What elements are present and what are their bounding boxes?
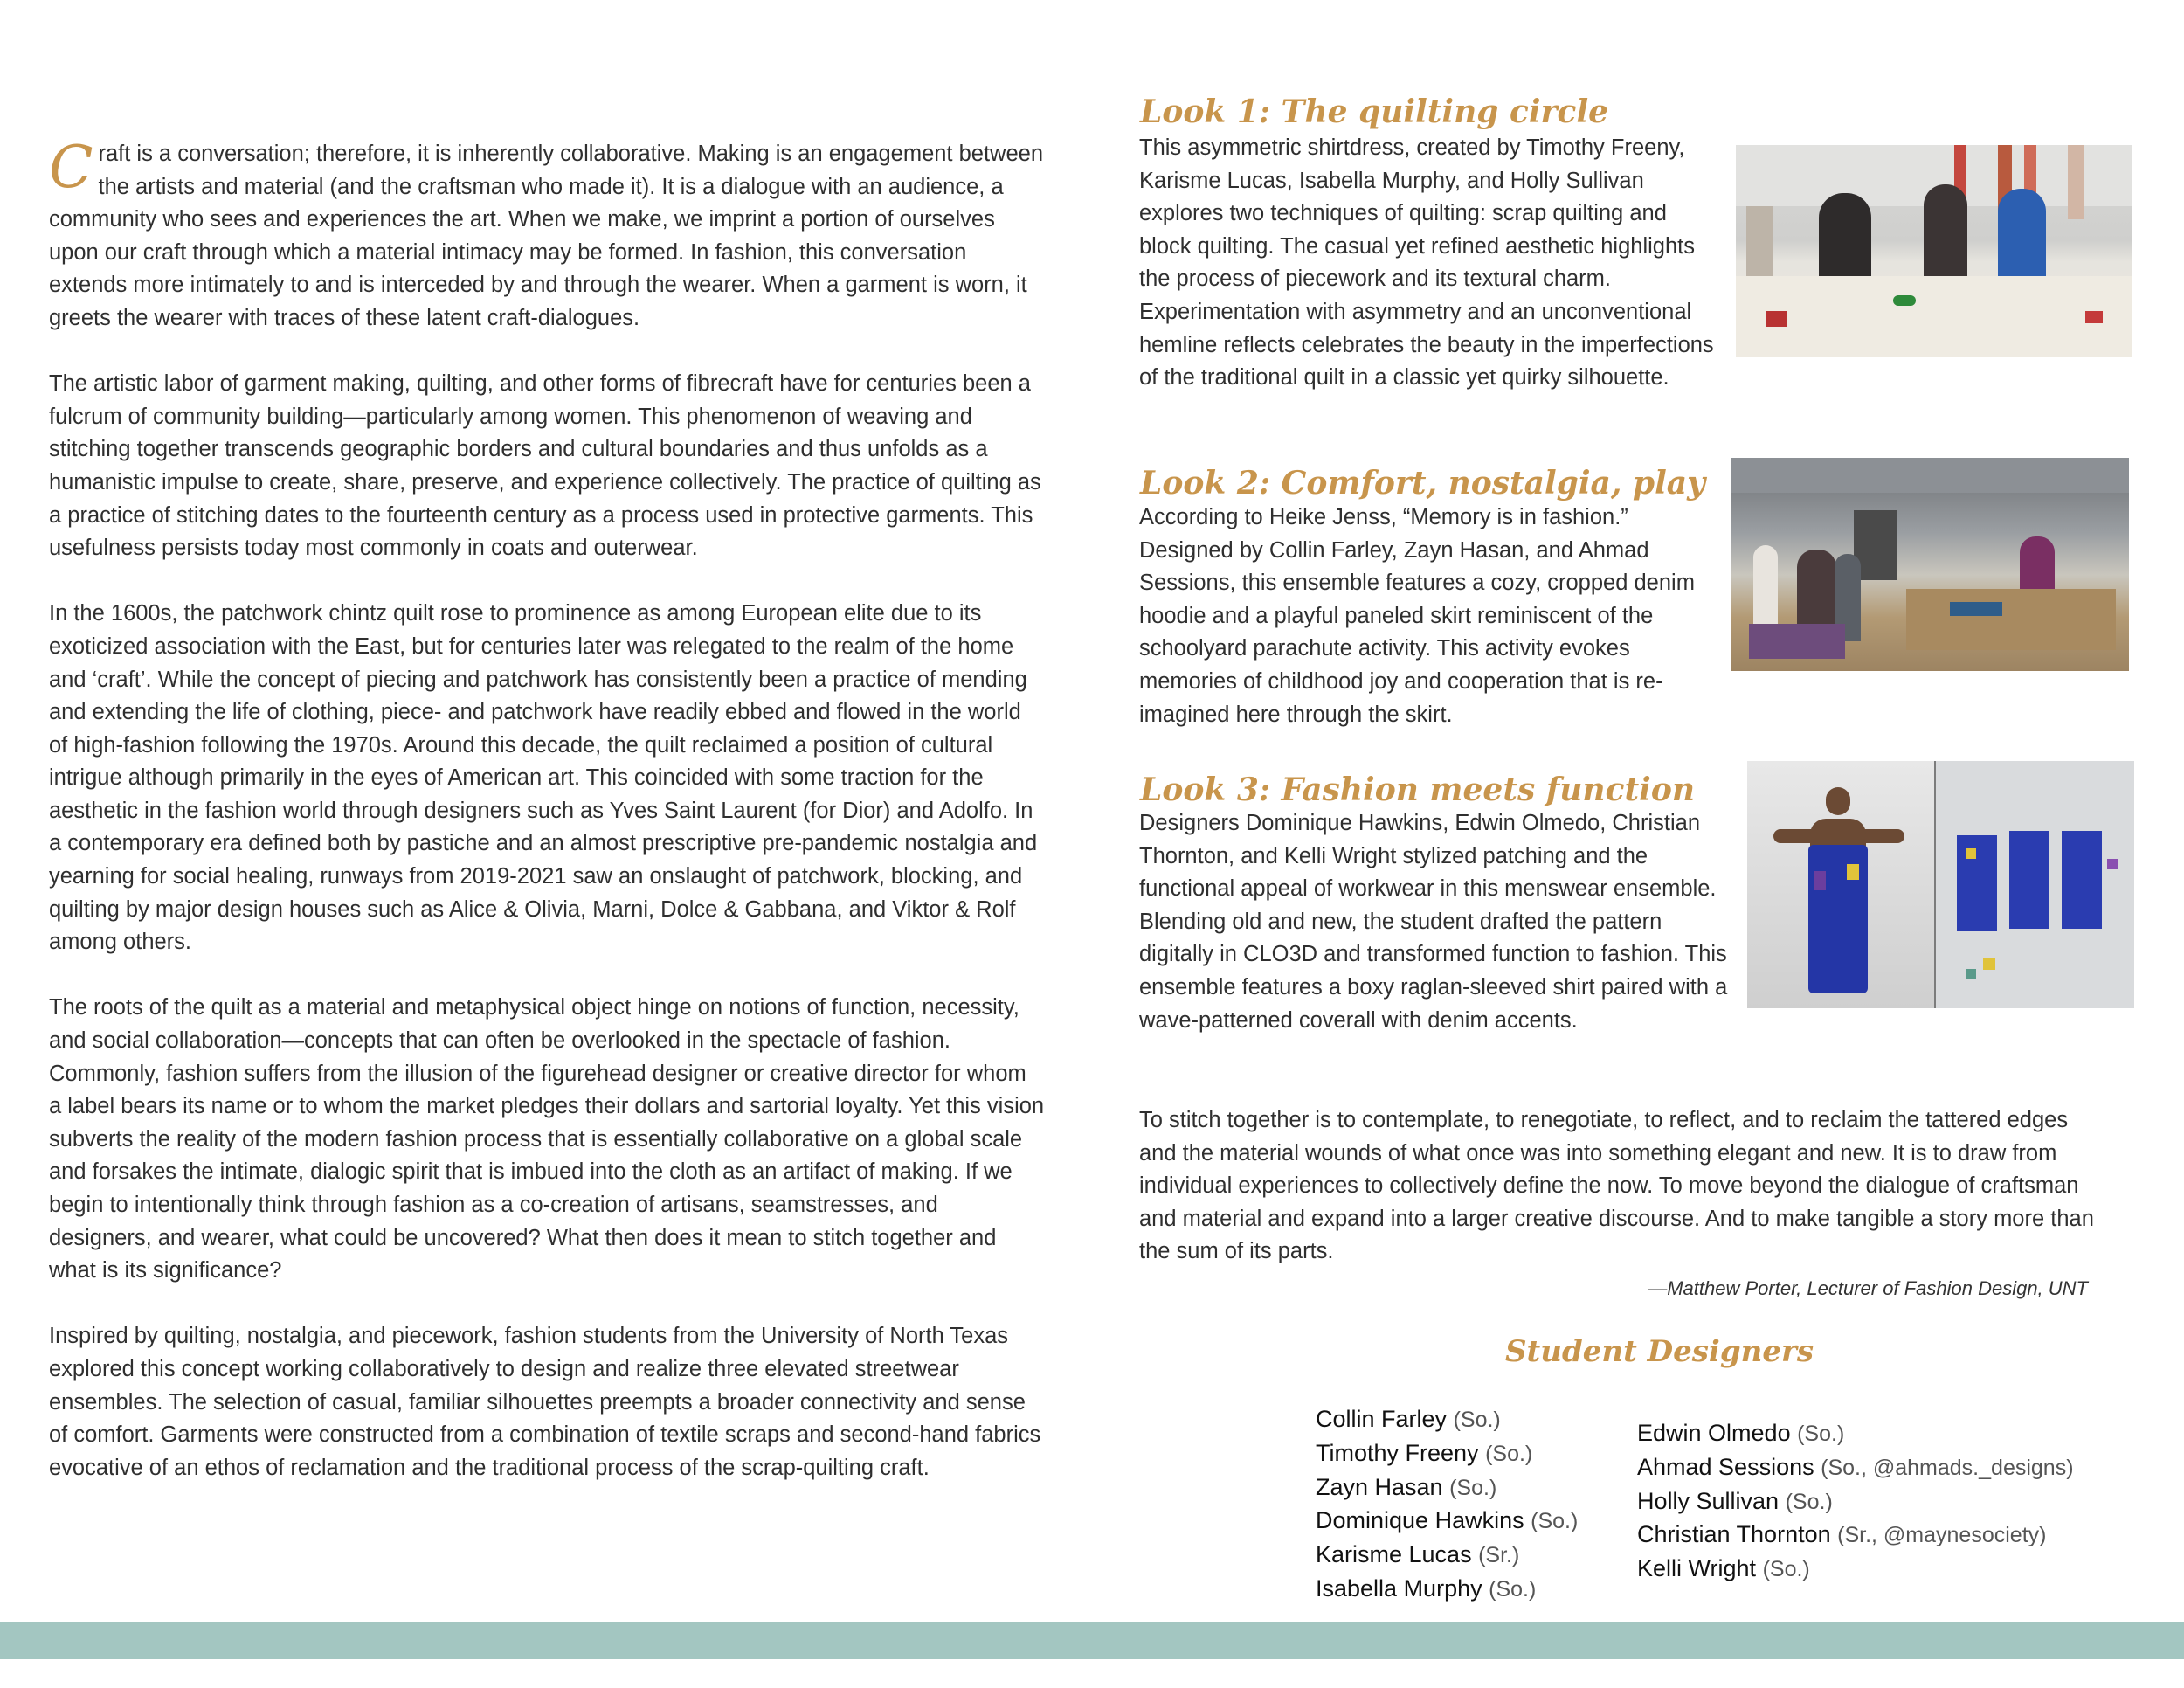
look-2-description: According to Heike Jenss, “Memory is in fashion.” Designed by Collin Farley, Zayn Hasan, and Ahmad Sessions, this ensemble features a cozy, cropped denim hoodie and a playful paneled skirt reminiscent of the schoolyard parachute activity. This activity evokes memories of childhood joy and cooperation that is re-imagined here through the skirt. [1139, 505, 1695, 727]
designer-item: Ahmad Sessions (So., @ahmads._designs) [1637, 1453, 2074, 1480]
look-1-description: This asymmetric shirtdress, created by Timothy Freeny, Karisme Lucas, Isabella Murphy, and Holly Sullivan explores two techniques of quilting: scrap quilting and block quilting. The casual yet refined aesthetic highlights the process of piecework and its textural charm. Experimentation with asymmetry and an unconventional hemline reflects celebrates the beauty in the imperfections of the traditional quilt in a classic yet quirky silhouette. [1139, 135, 1714, 391]
designer-item: Holly Sullivan (So.) [1637, 1487, 1833, 1514]
designer-item: Zayn Hasan (So.) [1316, 1473, 1497, 1500]
look-2-title: Look 2: Comfort, nostalgia, play [1140, 465, 1706, 502]
designer-item: Karisme Lucas (Sr.) [1316, 1541, 1520, 1568]
essay-column [49, 134, 1045, 1518]
look-3-clo3d-render [1747, 761, 2134, 1008]
footer-band [0, 1622, 2184, 1659]
designer-item: Collin Farley (So.) [1316, 1406, 1501, 1432]
designer-item: Timothy Freeny (So.) [1316, 1439, 1533, 1466]
essay-paragraph-2: The artistic labor of garment making, quilting, and other forms of fibrecraft have for centuries been a fulcrum of community building—particularly among women. This phenomenon of weaving and stitching together transcends geographic borders and cultural boundaries and thus unfolds as a humanistic impulse to create, share, preserve, and experience collectively. The practice of quilting as a practice of stitching dates to the fourteenth century as a process used in protective garments. This usefulness persists today most commonly in coats and outerwear. [49, 371, 1041, 561]
designer-item: Isabella Murphy (So.) [1316, 1574, 1537, 1602]
designer-list-left [1316, 1403, 1578, 1607]
essay-paragraph-4: The roots of the quilt as a material and metaphysical object hinge on notions of function, necessity, and social collaboration—concepts that can often be overlooked in the spectacle of fashion. Commonly, fashion suffers from the illusion of the figurehead designer or creative director for whom a label bears its name or to whom the market pledges their dollars and sartorial loyalty. Yet this vision subverts the reality of the modern fashion process that is essentially collaborative on a global scale and forsakes the intimate, dialogic spirit that is imbued into the cloth as an artifact of making. If we begin to intentionally think through fashion as a co-creation of artisans, seamstresses, and designers, and wearer, what could be uncovered? What then does it mean to stitch together and what is its significance? [49, 995, 1045, 1283]
essay-paragraph-3: In the 1600s, the patchwork chintz quilt rose to prominence as among European elite due to its exoticized association with the East, but for centuries later was relegated to the realm of the home and ‘craft’. While the concept of piecing and patchwork has consistently been a practice of mending and extending the life of clothing, piece- and patchwork have readily ebbed and flowed in the world of high-fashion following the 1970s. Around this decade, the quilt reclaimed a position of cultural intrigue although primarily in the eyes of American art. This coincided with some traction for the aesthetic in the fashion world through designers such as Yves Saint Laurent (for Dior) and Adolfo. In a contemporary era defined both by pastiche and an almost prescriptive pre-pandemic nostalgia and yearning for social healing, runways from 2019-2021 saw an onslaught of patchwork, blocking, and quilting by major design houses such as Alice & Olivia, Marni, Dolce & Gabbana, and Viktor & Rolf among others. [49, 601, 1038, 955]
essay-paragraph-1: Craft is a conversation; therefore, it is inherently collaborative. Making is an engagement between the artists and material (and the craftsman who made it). It is a dialogue with an audience, a community who sees and experiences the art. When we make, we imprint a portion of ourselves upon our craft through which a material intimacy may be formed. In fashion, this conversation extends more intimately to and is interceded by and through the wearer. When a garment is worn, it greets the wearer with traces of these latent craft-dialogues. [49, 134, 1044, 330]
look-3-title: Look 3: Fashion meets function [1140, 771, 1696, 808]
look-3-description: Designers Dominique Hawkins, Edwin Olmedo, Christian Thornton, and Kelli Wright stylized patching and the functional appeal of workwear in this menswear ensemble. Blending old and new, the student drafted the pattern digitally in CLO3D and transformed function to fashion. This ensemble features a boxy raglan-sleeved shirt paired with a wave-patterned coverall with denim accents. [1139, 811, 1728, 1033]
look-1-photo [1736, 145, 2132, 357]
author-signature: —Matthew Porter, Lecturer of Fashion Design, UNT [1648, 1277, 2088, 1299]
look-1-title: Look 1: The quilting circle [1140, 93, 1609, 130]
look-2-photo [1731, 458, 2129, 671]
drop-cap: C [49, 134, 93, 201]
designer-item: Christian Thornton (Sr., @maynesociety) [1637, 1521, 2047, 1548]
closing-paragraph: To stitch together is to contemplate, to renegotiate, to reflect, and to reclaim the tattered edges and the material wounds of what once was into something elegant and new. It is to draw from individual experiences to collectively define the now. To move beyond the dialogue of craftsman and material and expand into a larger creative discourse. And to make tangible a story more than the sum of its parts. [1139, 1108, 2094, 1264]
designer-item: Kelli Wright (So.) [1637, 1555, 1810, 1582]
essay-paragraph-5: Inspired by quilting, nostalgia, and piecework, fashion students from the University of North Texas explored this concept working collaboratively to design and realize three elevated streetwear ensembles. The selection of casual, familiar silhouettes preempts a broader connectivity and sense of comfort. Garments were constructed from a combination of textile scraps and second-hand fabrics evocative of an ethos of reclamation and the traditional process of the scrap-quilting craft. [49, 1324, 1041, 1480]
designer-list-right [1637, 1417, 2074, 1587]
student-designers-title: Student Designers [1505, 1334, 1814, 1369]
designer-item: Dominique Hawkins (So.) [1316, 1507, 1579, 1534]
designer-item: Edwin Olmedo (So.) [1637, 1420, 1845, 1446]
